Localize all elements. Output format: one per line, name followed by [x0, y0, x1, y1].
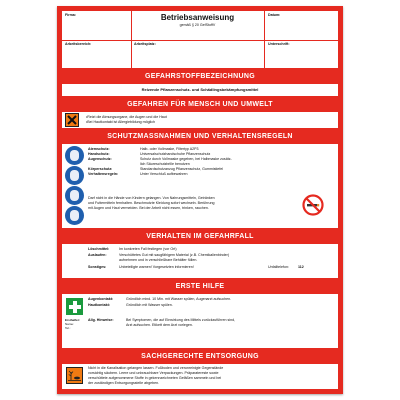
entsorgung-line-4: der zuständigen Entsorgungsstelle abgeben. — [88, 381, 160, 385]
loeschmittel-label: Löschmittel: — [88, 247, 110, 251]
entsorgung-box — [62, 364, 338, 389]
augenkontakt-label: Augenkontakt: — [88, 297, 114, 301]
auslaufen-text: Verschüttetes Gut mit saugfähigem Material (z.B. Chemikalienbinder) — [119, 253, 230, 257]
gefahren-item-2: • Bei Hautkontakt ist Allergiebildung möglich — [86, 120, 155, 125]
auslaufen-text-cont: aufnehmen und in verschließbare Behälter füllen. — [119, 258, 198, 262]
gefahrstoff-name: Reizende Pflanzenschutz- und Schädlingsbekämpfungsmittel — [141, 87, 259, 92]
unterschrift-label: Unterschrift: — [268, 42, 290, 46]
irritant-hazard-icon — [65, 113, 79, 127]
no-smoking-icon — [302, 194, 324, 216]
breathing-mask-icon — [65, 146, 84, 165]
arbeitsbereich-label: Arbeitsbereich: — [65, 42, 92, 46]
gefahrfall-heading: VERHALTEN IM GEFAHRFALL — [146, 233, 254, 240]
gefahren-heading: GEFAHREN FÜR MENSCH UND UMWELT — [127, 101, 273, 108]
auslaufen-label: Auslaufen: — [88, 253, 107, 257]
allg-hinweise-text-cont: Arzt aufsuchen. Etikett dem Arzt vorlegen. — [126, 323, 193, 327]
page-subtitle: gemäß § 20 GefStoffV — [179, 23, 216, 27]
koerperschutz-label: Körperschutz: — [88, 167, 113, 171]
gefahren-item-1: • Reizt die Atmungsorgane, die Augen und die Haut — [86, 115, 167, 120]
atemschutz-text: Halb- oder Vollmaske, Filtertyp A2P3 — [140, 147, 199, 151]
protective-suit-icon — [65, 206, 84, 225]
augenschutz-text-cont: lich Säureschutzbrille benutzen — [140, 162, 190, 166]
verhaltensregeln-label: Verhaltensregeln: — [88, 172, 119, 176]
handschutz-text: Universalschutzhandschuhe Pflanzenschutz — [140, 152, 211, 156]
schutz-paragraph-3: mit Augen und Haut vermeiden. Bei der Arbeit nicht essen, trinken, rauchen. — [88, 206, 209, 210]
environment-hazard-icon — [66, 367, 83, 384]
gloves-icon — [65, 166, 84, 185]
schutz-box — [62, 144, 338, 228]
ersthelfer-name: Name: — [65, 322, 74, 326]
safety-instruction-sheet — [57, 6, 343, 394]
unfalltelefon-label: Unfalltelefon: — [268, 265, 289, 269]
first-aid-cross-icon — [66, 298, 83, 315]
handschutz-label: Handschutz: — [88, 152, 110, 156]
schutz-paragraph-2: und Futtermitteln fernhalten. Beschmutzte Kleidung sofort wechseln. Berührung — [88, 201, 215, 205]
entsorgung-heading: SACHGERECHTE ENTSORGUNG — [141, 353, 259, 360]
augenschutz-label: Augenschutz: — [88, 157, 112, 161]
gefahrfall-box — [62, 244, 338, 278]
entsorgung-line-1: Nicht in die Kanalisation gelangen lassen. Fußboden und verunreinigte Gegenstände — [88, 366, 224, 370]
hautkontakt-label: Hautkontakt: — [88, 303, 110, 307]
datum-label: Datum: — [268, 13, 281, 17]
sonstiges-label: Sonstiges: — [88, 265, 107, 269]
page-title: Betriebsanweisung — [160, 13, 235, 22]
erste-hilfe-heading: ERSTE HILFE — [175, 283, 225, 290]
erste-hilfe-box — [62, 294, 338, 348]
schutz-heading: SCHUTZMASSNAHMEN UND VERHALTENSREGELN — [107, 133, 293, 140]
goggles-icon — [65, 186, 84, 205]
allg-hinweise-label: Allg. Hinweise: — [88, 318, 114, 322]
gefahrstoff-box — [62, 84, 338, 96]
header-box — [62, 11, 338, 68]
schutz-paragraph-1: Darf nicht in die Hände von Kindern gelangen. Von Nahrungsmitteln, Getränken — [88, 196, 215, 200]
koerperschutz-text: Standardschutzanzug Pflanzenschutz, Gummistiefel — [140, 167, 224, 171]
gefahrstoff-heading: GEFAHRSTOFFBEZEICHNUNG — [145, 73, 255, 80]
verhaltensregeln-text: Unter Verschluß aufbewahren — [140, 172, 188, 176]
augenschutz-text: Schutz durch Vollmaske gegeben, bei Halbmaske zusätz- — [140, 157, 232, 161]
allg-hinweise-text: Bei Symptomen, die auf Einwirkung des Mittels zurückzuführen sind, — [126, 318, 236, 322]
entsorgung-line-2: vorsichtig säubern. Leere und unbrauchbare Verpackungen. Präparatereste sowie — [88, 371, 219, 375]
hautkontakt-text: Gründlich mit Wasser spülen. — [126, 303, 173, 307]
loeschmittel-text: Im konkreten Fall festlegen (vor Ort) — [119, 247, 177, 251]
gefahren-box — [62, 112, 338, 128]
entsorgung-line-3: verschüttete aufgenommene Stoffe in gekennzeichneten Gefäßen sammeln und bei — [88, 376, 222, 380]
arbeitsplatz-label: Arbeitsplatz: — [134, 42, 156, 46]
sonstiges-text: Unbeteiligte warnen! Vorgesetzten informieren! — [119, 265, 194, 269]
augenkontakt-text: Gründlich mind. 10 Min. mit Wasser spülen, Augenarzt aufsuchen. — [126, 297, 232, 301]
firma-label: Firma: — [65, 13, 76, 17]
atemschutz-label: Atemschutz: — [88, 147, 110, 151]
sheet-inner — [62, 11, 338, 389]
unfalltelefon-number: 112 — [298, 265, 304, 269]
ersthelfer-tel: Tel.: — [65, 326, 71, 330]
ersthelfer-label: Ersthelfer: — [65, 318, 81, 322]
